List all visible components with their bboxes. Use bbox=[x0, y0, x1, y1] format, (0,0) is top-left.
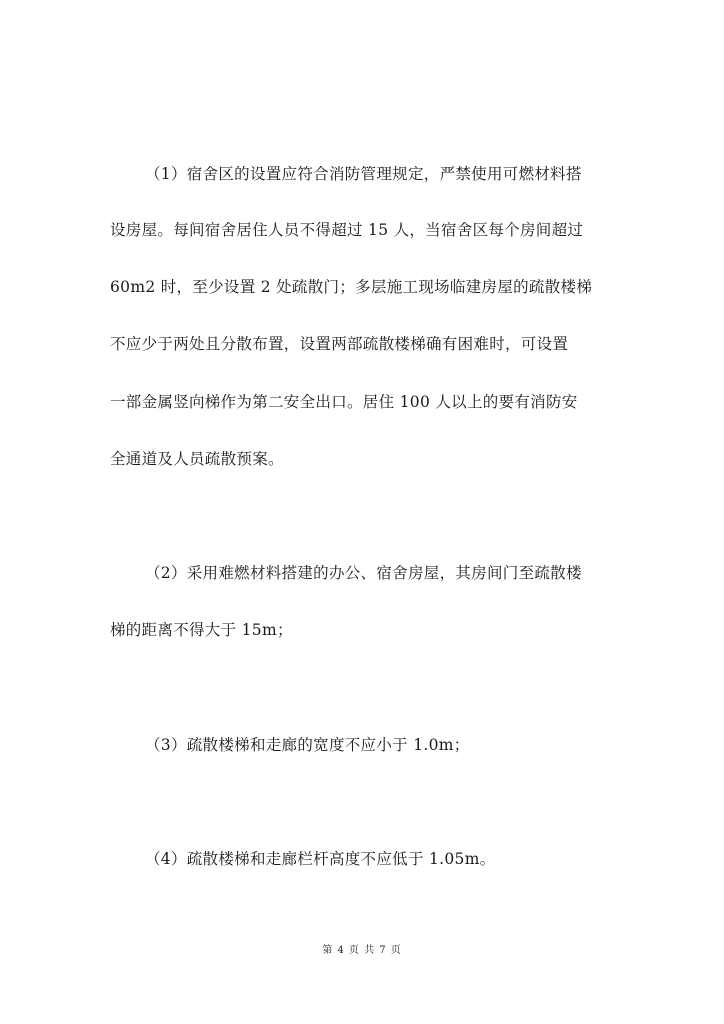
paragraph-3-line-1: （3）疏散楼梯和走廊的宽度不应小于 1.0m； bbox=[145, 736, 470, 754]
paragraph-1-line-1: （1）宿舍区的设置应符合消防管理规定，严禁使用可燃材料搭 bbox=[145, 165, 582, 183]
paragraph-1-line-3: 60m2 时，至少设置 2 处疏散门；多层施工现场临建房屋的疏散楼梯 bbox=[110, 278, 593, 296]
paragraph-1-line-5: 一部金属竖向梯作为第二安全出口。居住 100 人以上的要有消防安 bbox=[110, 393, 578, 411]
paragraph-1-line-2: 设房屋。每间宿舍居住人员不得超过 15 人，当宿舍区每个房间超过 bbox=[110, 221, 584, 239]
page-number-footer: 第 4 页 共 7 页 bbox=[322, 945, 402, 956]
paragraph-2-line-1: （2）采用难燃材料搭建的办公、宿舍房屋，其房间门至疏散楼 bbox=[145, 564, 582, 582]
paragraph-2-line-2: 梯的距离不得大于 15m； bbox=[110, 621, 293, 639]
paragraph-1-line-6: 全通道及人员疏散预案。 bbox=[110, 450, 284, 468]
paragraph-1-line-4: 不应少于两处且分散布置，设置两部疏散楼梯确有困难时，可设置 bbox=[110, 335, 569, 353]
paragraph-4-line-1: （4）疏散楼梯和走廊栏杆高度不应低于 1.05m。 bbox=[145, 850, 496, 868]
